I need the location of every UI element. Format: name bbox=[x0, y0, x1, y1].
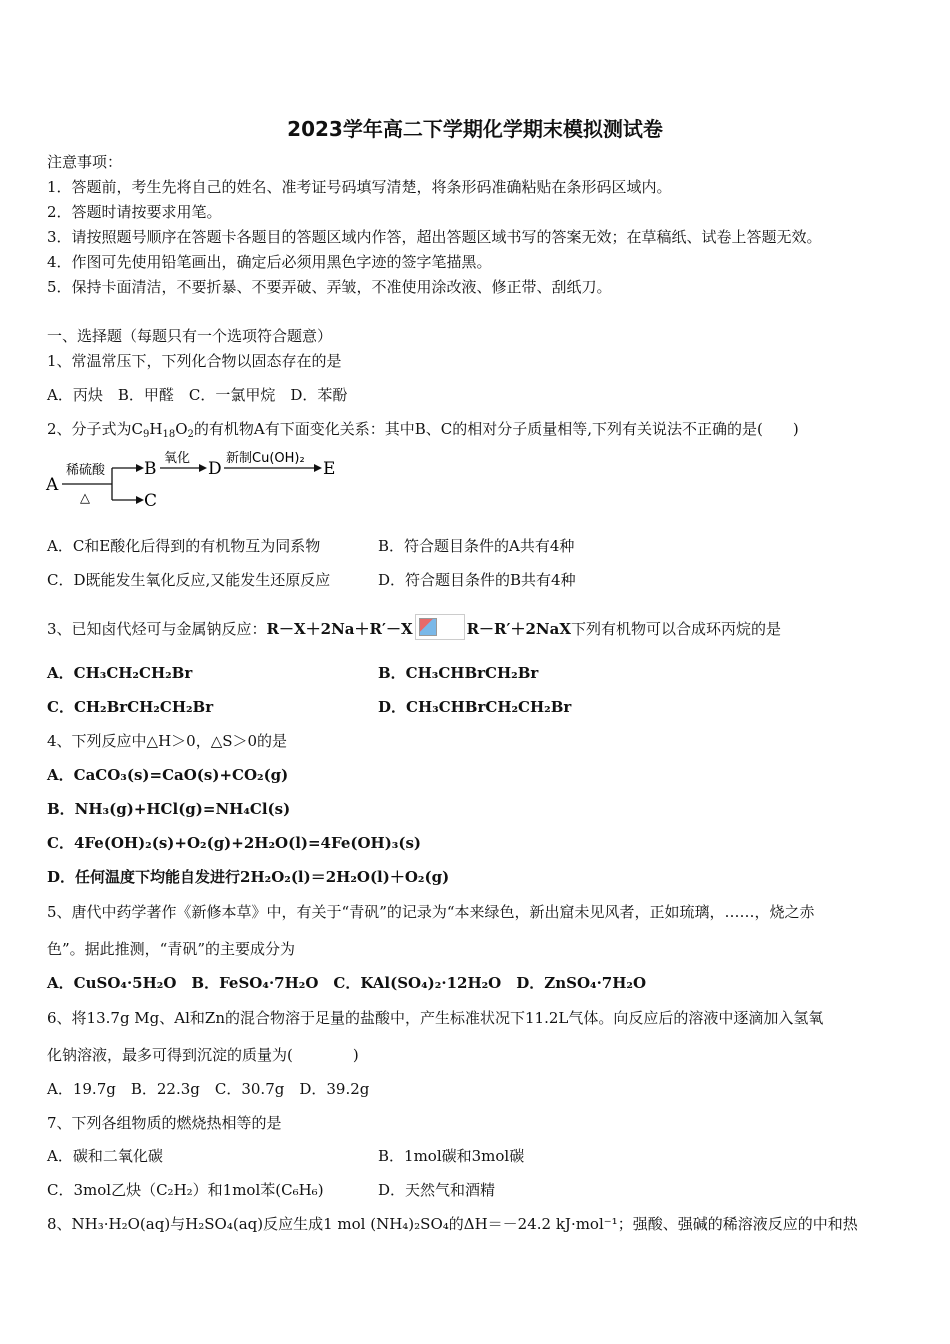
question-4-option-b: B．NH₃(g)+HCl(g)=NH₄Cl(s) bbox=[47, 800, 291, 818]
question-1-stem: 1、常温常压下，下列化合物以固态存在的是 bbox=[47, 352, 342, 370]
question-3-stem: 3、已知卤代烃可与金属钠反应：R－X＋2Na＋R′－X R－R′＋2NaX下列有机物可以合成环丙烷的是 bbox=[47, 614, 781, 640]
scheme-e: E bbox=[323, 459, 336, 479]
question-7-stem: 7、下列各组物质的燃烧热相等的是 bbox=[47, 1114, 282, 1132]
scheme-reagent-2: 氧化 bbox=[164, 451, 191, 466]
question-4-option-a: A．CaCO₃(s)=CaO(s)+CO₂(g) bbox=[47, 766, 289, 784]
question-6-stem-line-2: 化钠溶液，最多可得到沉淀的质量为( ) bbox=[47, 1046, 359, 1064]
question-2-option-d: D．符合题目条件的B共有4种 bbox=[378, 571, 576, 589]
question-3-option-a: A．CH₃CH₂CH₂Br bbox=[47, 664, 193, 682]
scheme-a: A bbox=[46, 475, 59, 495]
section-heading: 一、选择题（每题只有一个选项符合题意） bbox=[47, 327, 333, 345]
question-5-stem-line-1: 5、唐代中药学著作《新修本草》中，有关于“青矾”的记录为“本来绿色，新出窟未见风者，正如琉璃，……，烧之赤 bbox=[47, 903, 815, 921]
question-5-stem-line-2: 色”。据此推测，“青矾”的主要成分为 bbox=[47, 940, 296, 958]
question-3-option-d: D．CH₃CHBrCH₂CH₂Br bbox=[378, 698, 572, 716]
notice-item-1: 1．答题前，考生先将自己的姓名、准考证号码填写清楚，将条形码准确粘贴在条形码区域内。 bbox=[47, 178, 672, 196]
question-2-option-b: B．符合题目条件的A共有4种 bbox=[378, 537, 575, 555]
question-2-option-c: C．D既能发生氧化反应,又能发生还原反应 bbox=[47, 571, 331, 589]
question-7-option-c: C．3mol乙炔（C₂H₂）和1mol苯(C₆H₆) bbox=[47, 1181, 324, 1199]
page-title: 2023学年高二下学期化学期末模拟测试卷 bbox=[287, 117, 663, 141]
question-2-stem: 2、分子式为$C_9H_{18}O_2$的有机物A有下面变化关系：其中B、C的相对分子质量相等,下列有关说法不正确的是( ) bbox=[47, 420, 799, 440]
scheme-c: C bbox=[144, 491, 158, 510]
notice-heading: 注意事项： bbox=[47, 153, 123, 171]
notice-item-4: 4．作图可先使用铅笔画出，确定后必须用黑色字迹的签字笔描黑。 bbox=[47, 253, 492, 271]
scheme-b: B bbox=[144, 459, 157, 479]
question-3-option-b: B．CH₃CHBrCH₂Br bbox=[378, 664, 539, 682]
question-7-option-a: A．碳和二氧化碳 bbox=[47, 1147, 163, 1165]
question-4-option-c: C．4Fe(OH)₂(s)+O₂(g)+2H₂O(l)=4Fe(OH)₃(s) bbox=[47, 834, 422, 852]
question-4-stem: 4、下列反应中△H＞0，△S＞0的是 bbox=[47, 732, 288, 750]
question-6-options: A．19.7g B．22.3g C．30.7g D．39.2g bbox=[47, 1080, 370, 1098]
scheme-d: D bbox=[208, 459, 222, 479]
missing-image-icon bbox=[415, 614, 465, 640]
question-3-option-c: C．CH₂BrCH₂CH₂Br bbox=[47, 698, 214, 716]
question-2-option-a: A．C和E酸化后得到的有机物互为同系物 bbox=[47, 537, 321, 555]
question-4-option-d: D．任何温度下均能自发进行2H₂O₂(l)＝2H₂O(l)＋O₂(g) bbox=[47, 868, 450, 886]
scheme-reagent-1: 稀硫酸 bbox=[66, 463, 106, 478]
question-5-options: A．CuSO₄·5H₂O B．FeSO₄·7H₂O C．KAl(SO₄)₂·12H₂O D．ZnSO₄·7H₂O bbox=[47, 974, 647, 992]
question-8-stem: 8、NH₃·H₂O(aq)与H₂SO₄(aq)反应生成1 mol (NH₄)₂SO₄的ΔH＝－24.2 kJ·mol⁻¹；强酸、强碱的稀溶液反应的中和热 bbox=[47, 1215, 858, 1233]
notice-item-3: 3．请按照题号顺序在答题卡各题目的答题区域内作答，超出答题区域书写的答案无效；在草稿纸、试卷上答题无效。 bbox=[47, 228, 822, 246]
reaction-scheme bbox=[44, 450, 344, 510]
question-7-option-d: D．天然气和酒精 bbox=[378, 1181, 496, 1199]
notice-item-2: 2．答题时请按要求用笔。 bbox=[47, 203, 222, 221]
scheme-cond-1: △ bbox=[80, 491, 90, 506]
question-1-options: A．丙炔 B．甲醛 C．一氯甲烷 D．苯酚 bbox=[47, 386, 348, 404]
question-6-stem-line-1: 6、将13.7g Mg、Al和Zn的混合物溶于足量的盐酸中，产生标准状况下11.2L气体。向反应后的溶液中逐滴加入氢氧 bbox=[47, 1009, 824, 1027]
notice-item-5: 5．保持卡面清洁，不要折暴、不要弄破、弄皱，不准使用涂改液、修正带、刮纸刀。 bbox=[47, 278, 612, 296]
scheme-reagent-3: 新制Cu(OH)₂ bbox=[226, 451, 305, 466]
question-7-option-b: B．1mol碳和3mol碳 bbox=[378, 1147, 525, 1165]
